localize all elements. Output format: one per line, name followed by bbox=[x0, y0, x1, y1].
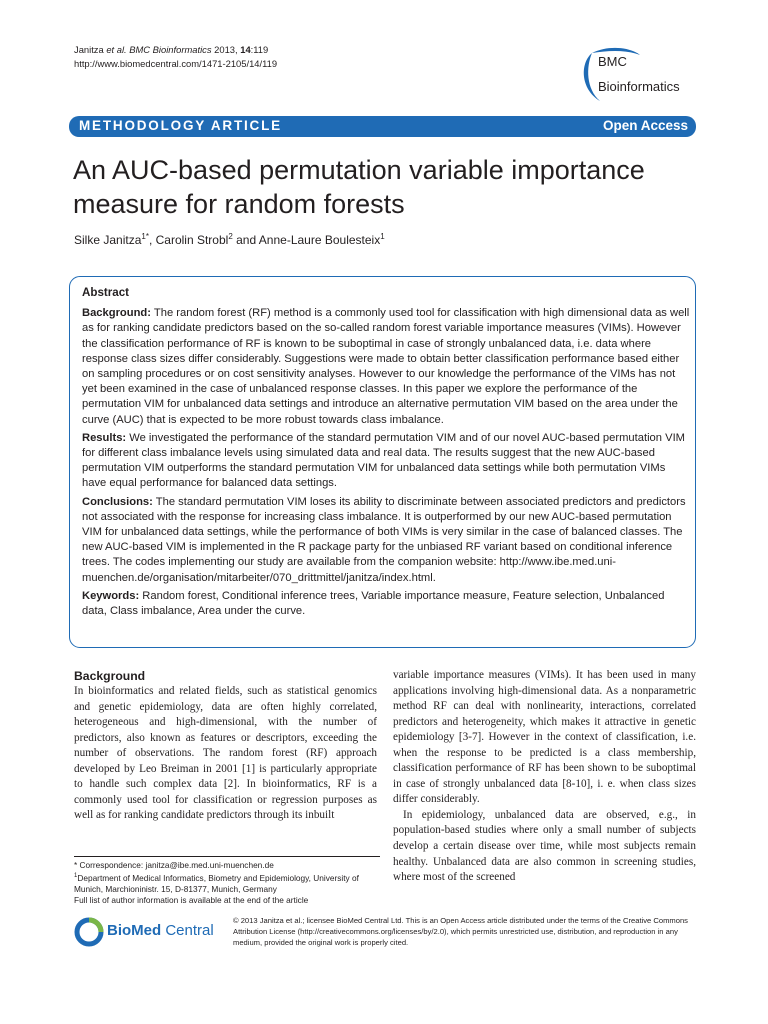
abstract-conclusions bbox=[82, 495, 690, 586]
citation-year: 2013, bbox=[211, 44, 241, 55]
footnotes bbox=[74, 856, 380, 907]
citation-header bbox=[74, 43, 277, 71]
abstract-conclusions-text: The standard permutation VIM loses its ability to discriminate between associated predictors and predictors not associated with the response for increasing class imbalance. It is outperformed by our new AUC-based permutation VIM for unbalanced data settings, while the performance of both VIMs is very similar in the case of balanced classes. The new AUC-based VIM is implemented in the R package party for the unbiased RF variant based on conditional inference trees. The codes implementing our study are available from the companion website: http://www.ibe.med.uni-muenchen.de/organisation/mitarbeiter/070_drittmittel/janitza/index.html. bbox=[82, 495, 686, 584]
journal-logo-line2: Bioinformatics bbox=[598, 79, 680, 94]
author-affiliation-mark: 1 bbox=[380, 232, 385, 241]
affiliation-note bbox=[74, 871, 380, 895]
section-heading-background: Background bbox=[74, 669, 146, 683]
license-text: © 2013 Janitza et al.; licensee BioMed Central Ltd. This is an Open Access article distributed under the terms of the Creative Commons Attribution License (http://creativecommons.org/licenses/by/2.0), which permits unrestricted use, distribution, and reproduction in any medium, provided the original work is properly cited. bbox=[233, 916, 688, 947]
body-paragraph: variable importance measures (VIMs). It has been used in many applications involving high-dimensional data. As a nonparametric method RF can deal with nonlinearity, interactions, correlated predictors and heterogeneity, which makes it attractive in genetic epidemiology [3-7]. However in the context of classification, i.e. when the response to be predicted is a class membership, classification performance of RF has been shown to be suboptimal in case of strongly unbalanced data [8-10], i. e. when class sizes differ considerably. bbox=[393, 669, 696, 806]
license-notice bbox=[233, 915, 703, 948]
biomed-central-logo bbox=[73, 915, 223, 950]
author-info-note: Full list of author information is available at the end of the article bbox=[74, 895, 309, 906]
article-url-link[interactable]: http://www.biomedcentral.com/1471-2105/14/119 bbox=[74, 58, 278, 69]
abstract-keywords-text: Random forest, Conditional inference trees, Variable importance measure, Feature selection, Unbalanced data, Class imbalance, Area under the curve. bbox=[82, 589, 665, 618]
author-separator: , bbox=[148, 233, 156, 247]
citation-page: :119 bbox=[250, 44, 269, 55]
central-wordmark: Central bbox=[161, 922, 214, 939]
article-type-banner bbox=[69, 116, 696, 137]
abstract-keywords-label: Keywords: bbox=[82, 589, 140, 602]
abstract-box bbox=[69, 276, 696, 648]
abstract-background bbox=[82, 306, 690, 428]
citation-authors: Janitza bbox=[74, 44, 107, 55]
author-affiliation-mark: 1* bbox=[141, 232, 149, 241]
abstract-results-text: We investigated the performance of the standard permutation VIM and of our novel AUC-based permutation VIM for different class imbalance levels using simulated data and real data. The results suggest that the new AUC-based permutation VIM outperforms the standard permutation VIM for unbalanced data settings while both permutation VIMs have equal performance for balanced data settings. bbox=[82, 431, 685, 490]
abstract-conclusions-label: Conclusions: bbox=[82, 495, 153, 508]
abstract-results-label: Results: bbox=[82, 431, 127, 444]
affiliation-text: Department of Medical Informatics, Biometry and Epidemiology, University of Munich, Marchioninistr. 15, D-81377, Munich, Germany bbox=[74, 872, 359, 895]
citation-line bbox=[74, 43, 277, 57]
correspondence-note: * Correspondence: janitza@ibe.med.uni-muenchen.de bbox=[74, 860, 274, 870]
citation-journal: et al. BMC Bioinformatics bbox=[106, 44, 212, 55]
journal-logo-line1: BMC bbox=[598, 54, 627, 69]
author-separator: and bbox=[232, 233, 259, 247]
journal-logo bbox=[578, 45, 708, 105]
abstract-results bbox=[82, 431, 690, 492]
body-column-left bbox=[74, 668, 377, 824]
body-paragraph: In epidemiology, unbalanced data are observed, e.g., in population-based studies where only a small number of subjects develop a certain disease over time, while most subjects remain healthy. Unbalanced data are also common in screening studies, where most of the screened bbox=[393, 808, 696, 884]
abstract-background-label: Background: bbox=[82, 307, 151, 320]
abstract-keywords bbox=[82, 589, 690, 619]
body-paragraph: In bioinformatics and related fields, such as statistical genomics and genetic epidemiology, data are often highly correlated, heterogeneous and high-dimensional, with the number of predictors, also known as features or descriptors, exceeding the number of observations. The random forest (RF) approach developed by Leo Breiman in 2001 [1] is particularly appropriate to handle such complex data [2]. In bioinformatics, RF is a commonly used tool for classification or regression purposes as well as for ranking candidate predictors through its inbuilt bbox=[74, 685, 377, 822]
abstract-background-text: The random forest (RF) method is a commonly used tool for classification with high dimensional data as well as for ranking candidate predictors based on the so-called random forest variable importance measures (VIMs). However the classification performance of RF is known to be suboptimal in case of strongly unbalanced data, i.e. data where response class sizes differ considerably. Suggestions were made to obtain better classification performance based either on sampling procedures or on cost sensitivity analyses. However to our knowledge the performance of the VIMs has not yet been examined in the case of unbalanced response classes. In this paper we explore the performance of the permutation VIM for unbalanced data settings and introduce an alternative permutation VIM based on the area under the curve (AUC) that is expected to be more robust towards class imbalance. bbox=[82, 307, 690, 426]
author-name: Anne-Laure Boulesteix bbox=[258, 233, 381, 247]
biomed-central-emblem-icon bbox=[73, 915, 107, 949]
body-column-right bbox=[393, 668, 696, 886]
author-name: Carolin Strobl bbox=[155, 233, 229, 247]
affiliation-mark: 1 bbox=[74, 873, 78, 880]
abstract-heading: Abstract bbox=[82, 286, 130, 299]
article-type-label: METHODOLOGY ARTICLE bbox=[79, 118, 282, 133]
open-access-label: Open Access bbox=[602, 118, 688, 133]
author-affiliation-mark: 2 bbox=[228, 232, 233, 241]
citation-volume: 14 bbox=[240, 44, 251, 55]
author-name: Silke Janitza bbox=[74, 233, 142, 247]
biomed-central-wordmark bbox=[107, 922, 214, 939]
author-list bbox=[74, 232, 385, 247]
article-title: An AUC-based permutation variable importance measure for random forests bbox=[73, 155, 645, 219]
biomed-wordmark-bold: BioMed bbox=[107, 922, 162, 939]
